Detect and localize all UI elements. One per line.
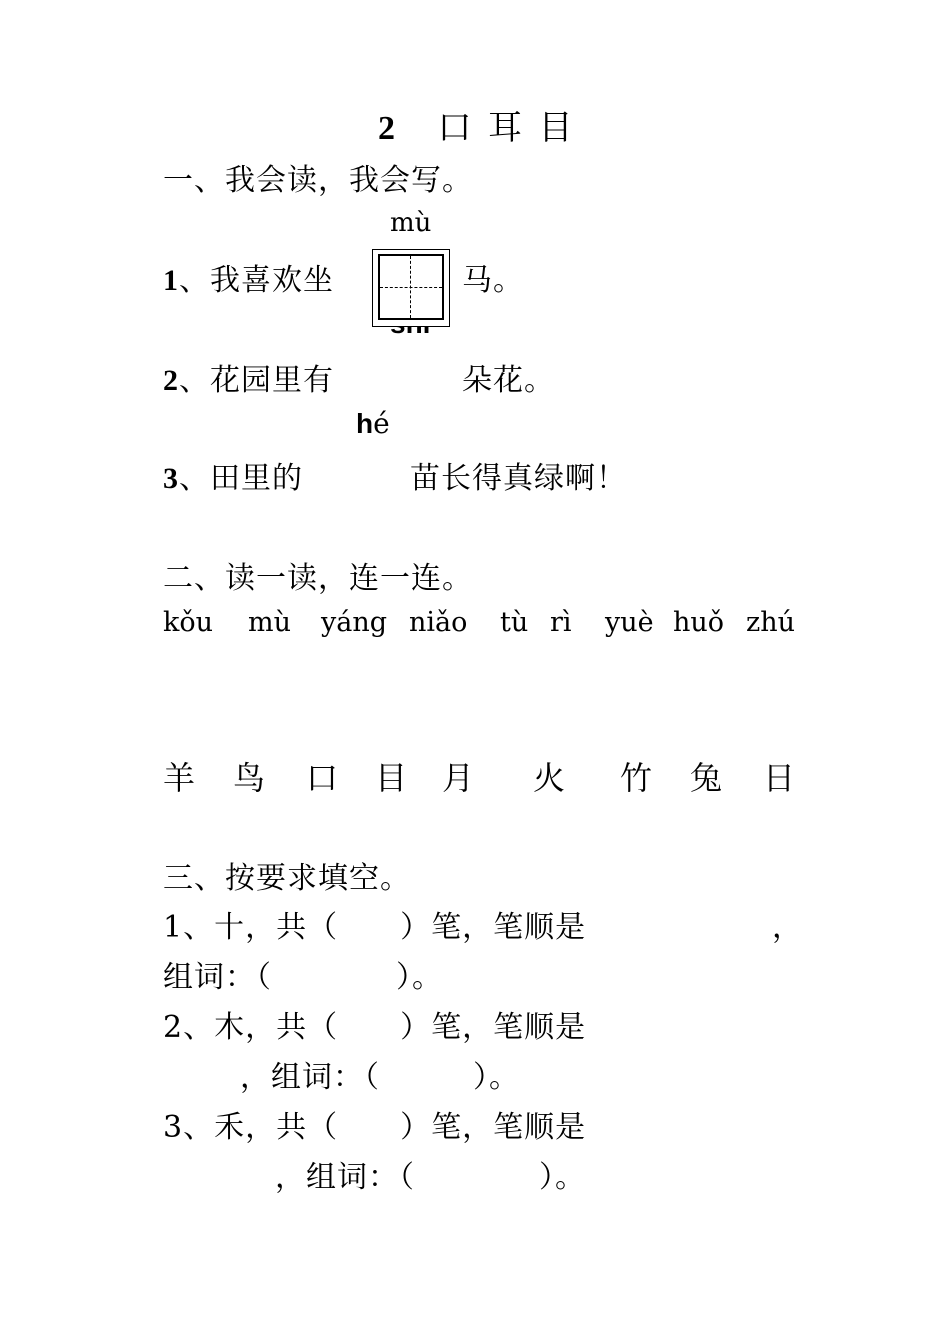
fill-line-6: ，组词：（ ）。 xyxy=(275,1160,586,1195)
pinyin-4: tù xyxy=(500,607,529,638)
fill-line-1: 1、十，共（ ）笔，笔顺是 xyxy=(163,910,587,945)
character-0: 羊 xyxy=(163,759,196,797)
pinyin-0: kǒu xyxy=(163,607,214,638)
grid-dash-vertical xyxy=(410,256,411,318)
q2-text-before: 、花园里有 xyxy=(179,363,334,398)
pinyin-5: rì xyxy=(550,607,572,638)
section3-heading: 三、按要求填空。 xyxy=(163,861,411,896)
pinyin-3: niǎo xyxy=(409,607,468,638)
pinyin-1: mù xyxy=(248,607,291,638)
question-2 xyxy=(163,355,334,399)
character-5: 火 xyxy=(533,759,566,797)
q3-text-before: 、田里的 xyxy=(179,461,303,496)
q3-pinyin xyxy=(356,407,390,440)
pinyin-8: zhú xyxy=(746,607,796,638)
character-2: 口 xyxy=(306,759,339,797)
q1-number: 1 xyxy=(163,264,179,297)
section2-heading: 二、读一读，连一连。 xyxy=(163,561,473,596)
pinyin-2: yáng xyxy=(321,607,388,638)
grid-dash-horizontal xyxy=(380,287,442,288)
question-1 xyxy=(163,255,334,299)
writing-grid-box[interactable] xyxy=(372,249,450,327)
fill-line-2: 组词：（ ）。 xyxy=(163,960,443,995)
q3-text-after: 苗长得真绿啊！ xyxy=(410,461,627,496)
title-text: 口 耳 目 xyxy=(437,110,577,147)
fill-line-5: 3、禾，共（ ）笔，笔顺是 xyxy=(163,1110,587,1145)
q1-pinyin-top: mù xyxy=(390,208,432,238)
pinyin-6: yuè xyxy=(605,607,654,638)
q2-text-after: 朵花。 xyxy=(462,363,555,398)
character-7: 兔 xyxy=(690,759,723,797)
fill-line-4: ，组词：（ ）。 xyxy=(240,1060,520,1095)
character-6: 竹 xyxy=(620,759,653,797)
q3-pinyin-initial: h xyxy=(356,408,374,439)
section1-heading: 一、我会读，我会写。 xyxy=(163,163,473,198)
pinyin-7: huǒ xyxy=(673,607,725,638)
q1-text-before: 、我喜欢坐 xyxy=(179,263,334,298)
page-title xyxy=(378,100,577,149)
fill-line-3: 2、木，共（ ）笔，笔顺是 xyxy=(163,1010,587,1045)
character-8: 日 xyxy=(763,759,796,797)
question-3 xyxy=(163,453,303,497)
character-4: 月 xyxy=(442,759,475,797)
character-3: 目 xyxy=(375,759,408,797)
q3-pinyin-rest: é xyxy=(373,407,390,440)
q3-number: 3 xyxy=(163,462,179,495)
fill-line-1-comma: ， xyxy=(772,910,803,945)
title-number: 2 xyxy=(378,110,395,147)
q2-number: 2 xyxy=(163,364,179,397)
character-1: 鸟 xyxy=(233,759,266,797)
q1-text-after: 马。 xyxy=(462,263,524,298)
